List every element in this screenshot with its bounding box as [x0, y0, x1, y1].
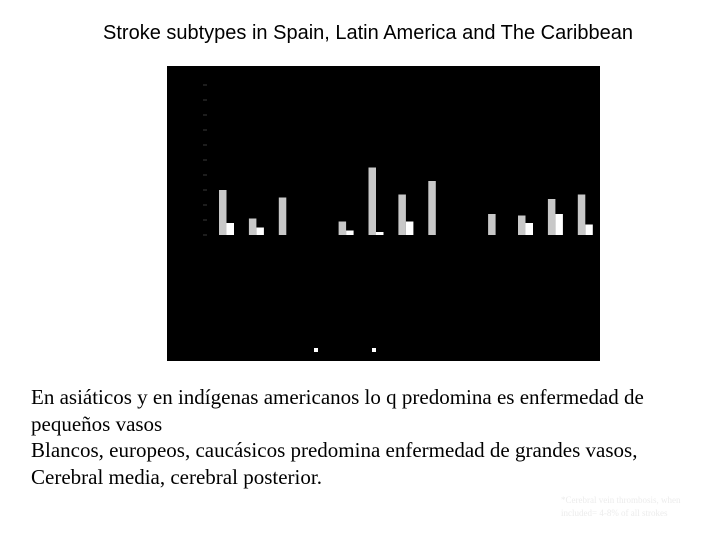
legend-marker-1	[314, 348, 318, 352]
bar-series1-8	[428, 181, 436, 235]
bar-series2-2	[256, 228, 264, 236]
bar-series1-5	[339, 222, 347, 236]
bar-series2-11	[526, 223, 534, 235]
bar-series2-7	[406, 222, 414, 236]
body-line-1: En asiáticos y en indígenas americanos lo q predomina es enfermedad de pequeños vasos	[31, 385, 644, 436]
body-line-2: Blancos, europeos, caucásicos predomina enfermedad de grandes vasos, Cerebral media, cerebral posterior.	[31, 438, 638, 489]
legend-marker-2	[372, 348, 376, 352]
bar-series2-12	[555, 214, 563, 235]
bar-series1-12	[548, 199, 556, 235]
bar-series1-2	[249, 219, 257, 236]
bar-series2-1	[227, 223, 235, 235]
footnote: *Cerebral vein thrombosis, when included= 4-8% of all strokes	[561, 495, 681, 518]
bar-series2-5	[346, 231, 354, 236]
bar-series2-6	[376, 232, 384, 235]
body-text	[31, 384, 691, 490]
bar-series1-11	[518, 216, 526, 236]
bar-series1-10	[488, 214, 496, 235]
bar-series1-13	[578, 195, 586, 236]
slide-title: Stroke subtypes in Spain, Latin America and The Caribbean	[103, 22, 633, 44]
bar-chart	[167, 66, 600, 361]
bar-series2-13	[585, 225, 593, 236]
bar-series1-6	[369, 168, 377, 236]
bar-series1-3	[279, 198, 287, 236]
bar-series1-1	[219, 190, 227, 235]
chart-canvas	[167, 66, 600, 361]
bar-series1-7	[398, 195, 406, 236]
